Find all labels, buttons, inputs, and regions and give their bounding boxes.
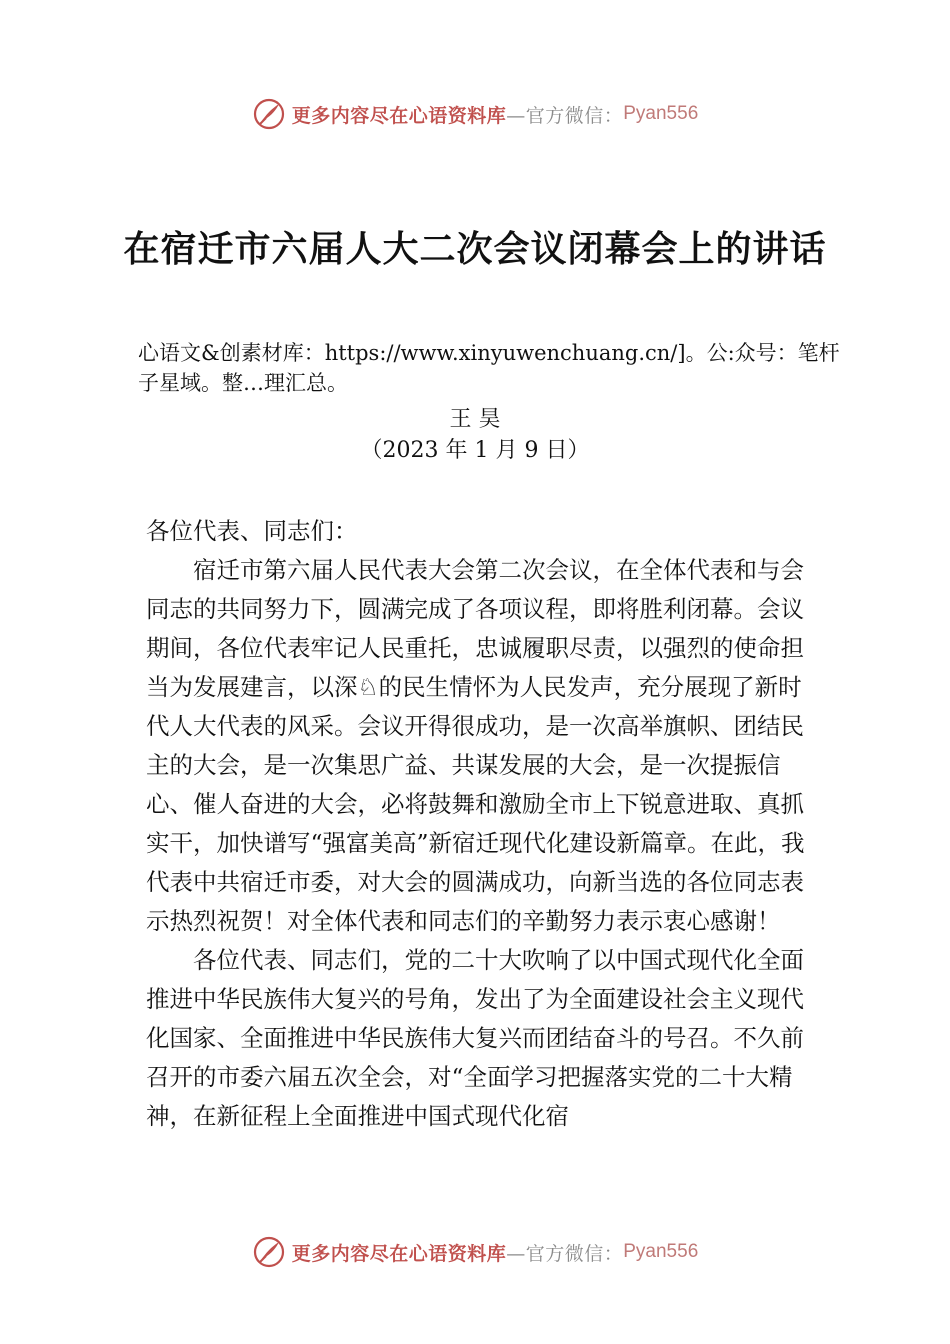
author-name: 王 昊 [449, 407, 501, 432]
banner-wechat-label: —官方微信： [506, 1242, 624, 1265]
quill-logo-icon [252, 1235, 286, 1269]
banner-promo-text: 更多内容尽在心语资料库 [291, 1242, 507, 1265]
document-title: 在宿迁市六届人大二次会议闭幕会上的讲话 [123, 228, 827, 270]
source-note: 心语文&创素材库：https://www.xinyuwenchuang.cn/]。公:众号：笔杆子星域。整…理汇总。 [138, 341, 840, 395]
banner-wechat-label: —官方微信： [506, 104, 624, 127]
banner-promo-text: 更多内容尽在心语资料库 [291, 104, 507, 127]
footer-banner [0, 1232, 950, 1272]
banner-wechat-id: Pyan556 [623, 103, 699, 124]
speech-date: （2023 年 1 月 9 日） [360, 438, 590, 463]
paragraph: 各位代表、同志们，党的二十大吹响了以中国式现代化全面推进中华民族伟大复兴的号角，发出了为全面建设社会主义现代化国家、全面推进中华民族伟大复兴而团结奋斗的号召。不久前召开的市委六届五次全会，对“全面学习把握落实党的二十大精神，在新征程上全面推进中国式现代化宿 [146, 946, 804, 1130]
quill-logo-icon [252, 97, 286, 131]
paragraph: 宿迁市第六届人民代表大会第二次会议，在全体代表和与会同志的共同努力下，圆满完成了各项议程，即将胜利闭幕。会议期间，各位代表牢记人民重托，忠诚履职尽责，以强烈的使命担当为发展建言，以深♘的民生情怀为人民发声，充分展现了新时代人大代表的风采。会议开得很成功，是一次高举旗帜、团结民主的大会，是一次集思广益、共谋发展的大会，是一次提振信心、催人奋进的大会，必将鼓舞和激励全市上下锐意进取、真抓实干，加快谱写“强富美高”新宿迁现代化建设新篇章。在此，我代表中共宿迁市委，对大会的圆满成功，向新当选的各位同志表示热烈祝贺！对全体代表和同志们的辛勤努力表示衷心感谢！ [146, 556, 805, 935]
banner-wechat-id: Pyan556 [623, 1241, 699, 1262]
salutation: 各位代表、同志们： [146, 517, 358, 545]
speech-body [146, 512, 806, 1136]
header-banner [0, 94, 950, 134]
